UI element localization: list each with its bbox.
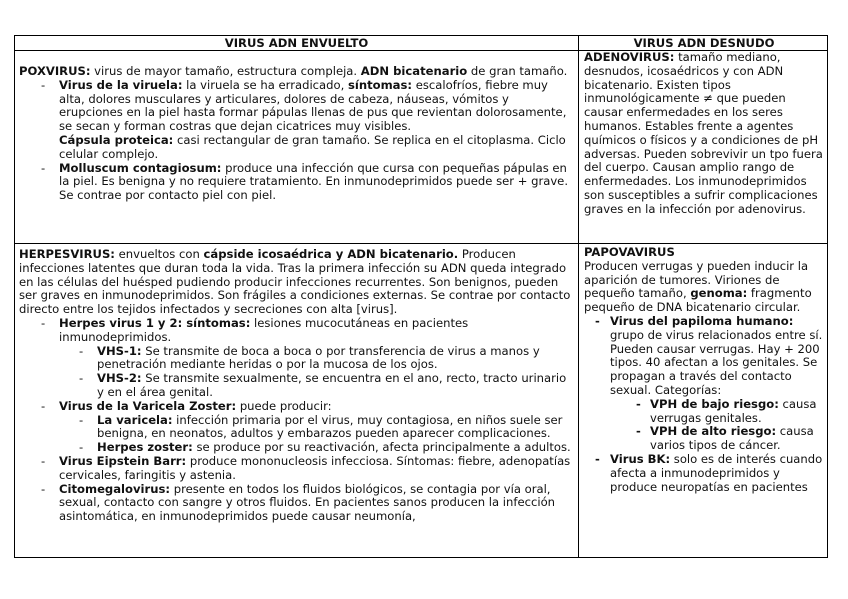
list-item: - Herpes virus 1 y 2: síntomas: lesiones mucocutáneas en pacientes inmunodeprimidos. - VHS-1: Se transmite de boca a boca o por transferencia de virus a manos y penetración mediante heridas o por la mucosa de los ojos. - VHS-2: Se transmite sexualmente, se encuentra en el ano, recto, tracto urinario y en el área genital. xyxy=(19,317,576,400)
list-item: - VHS-2: Se transmite sexualmente, se encuentra en el ano, recto, tracto urinario y en el área genital. xyxy=(79,371,567,399)
header-enveloped: VIRUS ADN ENVUELTO xyxy=(224,36,369,50)
papovavirus-intro: Producen verrugas y pueden inducir la aparición de tumores. Viriones de pequeño tamaño, genoma: fragmento pequeño de DNA bicatenario circular. xyxy=(584,258,812,315)
header-naked: VIRUS ADN DESNUDO xyxy=(633,36,775,50)
papovavirus-title: PAPOVAVIRUS xyxy=(584,246,675,259)
list-item: - Citomegalovirus: presente en todos los fluidos biológicos, se contagia por vía oral, sexual, contacto con sangre y otros fluidos. En pacientes sanos producen la infección asintomática, en inmunodeprimidos puede causar neumonía, xyxy=(41,481,556,524)
poxvirus-title: POXVIRUS: xyxy=(19,65,91,78)
list-item: - VPH de alto riesgo: causa varios tipos de cáncer. xyxy=(636,424,814,453)
papovavirus-cell xyxy=(584,246,824,558)
herpesvirus-cell xyxy=(19,248,576,558)
list-item: - Virus de la viruela: la viruela se ha erradicado, síntomas: escalofríos, fiebre muy alta, dolores musculares y articulares, dolores de cabeza, náuseas, vómitos y erupciones en la piel hasta formar pápulas llenas de pus que revientan dolorosamente, se secan y forman costras que dejan cicatrices muy visibles. Cápsula proteica: casi rectangular de gran tamaño. Se replica en el citoplasma. Ciclo celular complejo. xyxy=(41,77,567,161)
herpesvirus-title: HERPESVIRUS: xyxy=(19,248,115,261)
herpesvirus-list xyxy=(19,317,576,524)
list-item: - Virus de la Varicela Zoster: puede producir: - La varicela: infección primaria por el virus, muy contagiosa, en niños suele ser benigna, en neonatos, adultos y embarazos pueden aparecer complicaciones. - Herpes zoster: se produce por su reactivación, afecta principalmente a adultos. xyxy=(19,400,576,455)
poxvirus-list xyxy=(19,79,576,203)
poxvirus-cell xyxy=(19,65,576,241)
list-item: - VHS-1: Se transmite de boca a boca o por transferencia de virus a manos y penetración mediante heridas o por la mucosa de los ojos. xyxy=(79,343,540,372)
row-divider xyxy=(15,243,827,244)
list-item: - VPH de bajo riesgo: causa verrugas genitales. xyxy=(636,396,817,425)
list-item: - Virus Eipstein Barr: produce mononucleosis infecciosa. Síntomas: fiebre, adenopatías cervicales, faringitis y astenia. xyxy=(41,453,571,482)
column-divider xyxy=(578,36,579,557)
list-item: - Herpes zoster: se produce por su reactivación, afecta principalmente a adultos. xyxy=(79,440,571,455)
list-item: - Virus BK: solo es de interés cuando afecta a inmunodeprimidos y produce neuropatías en pacientes xyxy=(595,451,823,494)
papovavirus-list xyxy=(584,315,824,494)
adenovirus-title: ADENOVIRUS: xyxy=(584,51,675,64)
herpesvirus-intro: HERPESVIRUS: envueltos con cápside icosaédrica y ADN bicatenario. Producen infecciones latentes que duran toda la vida. Tras la primera infección su ADN queda integrado en las células del huésped pudiendo producir infecciones recurrentes. Son benignos, pueden ser graves en inmunodeprimidos. Son frágiles a condiciones externas. Se contrae por contacto directo entre los tejidos infectados y secreciones con alta [virus]. xyxy=(19,248,571,317)
list-item: - La varicela: infección primaria por el virus, muy contagiosa, en niños suele ser benigna, en neonatos, adultos y embarazos pueden aparecer complicaciones. xyxy=(79,412,563,441)
virus-table xyxy=(14,35,828,558)
list-item: - Molluscum contagiosum: produce una infección que cursa con pequeñas pápulas en la piel. Es benigna y no requiere tratamiento. En inmunodeprimidos puede ser + grave. Se contrae por contacto piel con piel. xyxy=(41,160,568,203)
adenovirus-cell: ADENOVIRUS: tamaño mediano, desnudos, icosaédricos y con ADN bicatenario. Existen tipos inmunológicamente ≠ que pueden causar enfermedades en los seres humanos. Estables frente a agentes químicos o físicos y a condiciones de pH adversas. Pueden sobrevivir un tpo fuera del cuerpo. Causan amplio rango de enfermedades. Los inmunodeprimidos son susceptibles a sufrir complicaciones graves en la infección por adenovirus. xyxy=(584,51,823,216)
poxvirus-intro: POXVIRUS: virus de mayor tamaño, estructura compleja. ADN bicatenario de gran tamaño. xyxy=(19,65,568,78)
list-item: - Virus del papiloma humano: grupo de virus relacionados entre sí. Pueden causar verrugas. Hay + 200 tipos. 40 afectan a los genitales. Se propagan a través del contacto sexual. Categorías: - VPH de bajo riesgo: causa verrugas genitales. - VPH de alto riesgo: causa varios tipos de cáncer. xyxy=(584,315,824,453)
